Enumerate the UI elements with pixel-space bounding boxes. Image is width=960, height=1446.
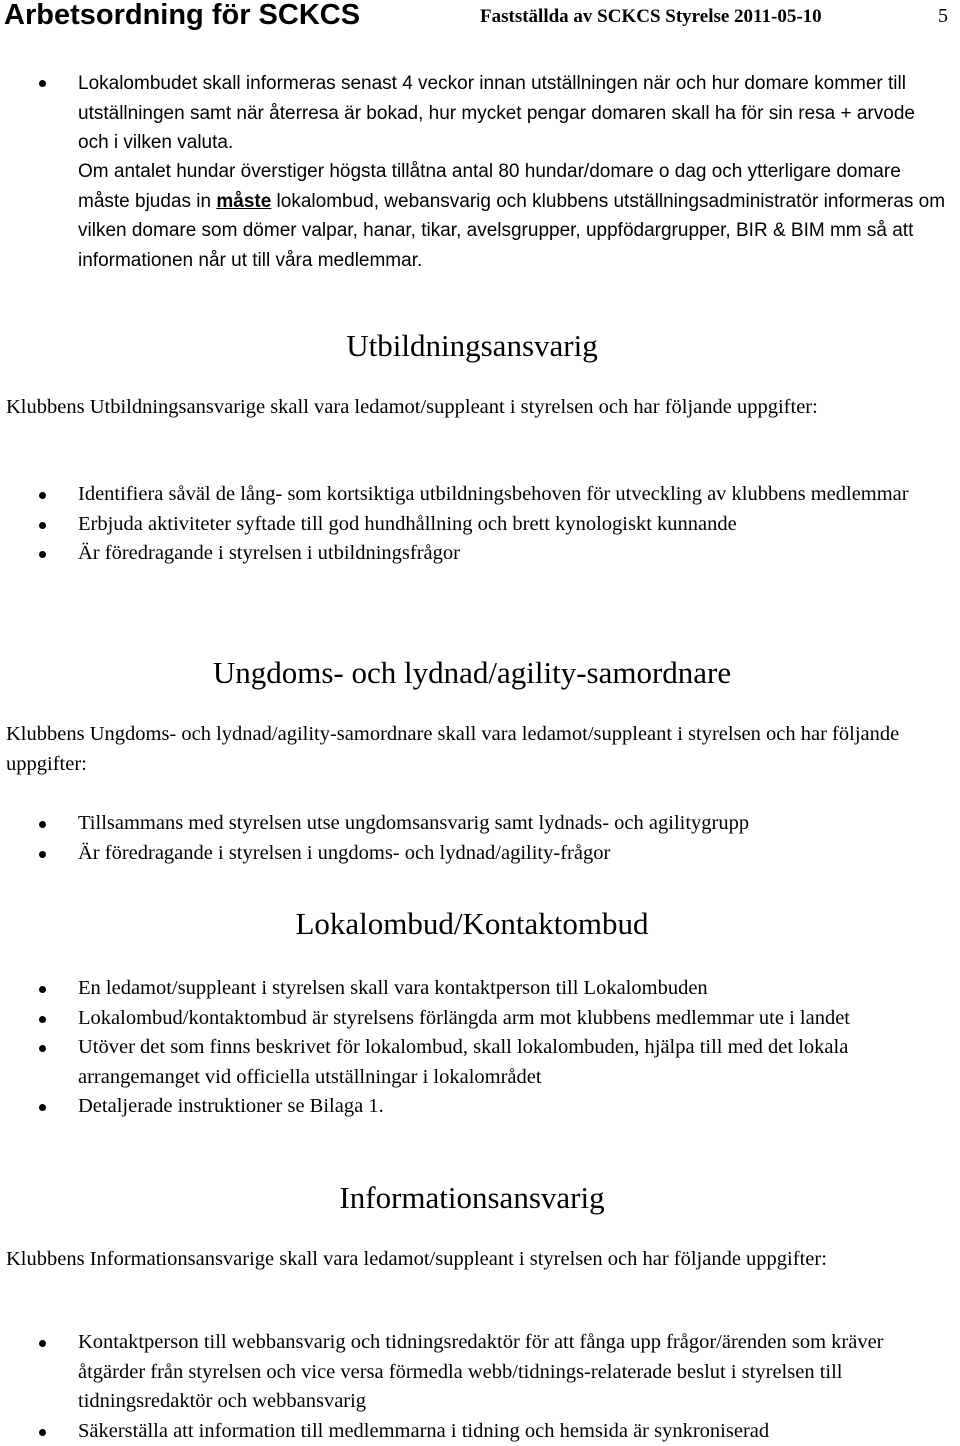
list-item-text: Utöver det som finns beskrivet för lokalombud, skall lokalombuden, hjälpa till med det lokala arrangemanget vid officiella utställningar i lokalområdet bbox=[78, 1036, 848, 1088]
document-title: Arbetsordning för SCKCS bbox=[4, 0, 360, 33]
list-item bbox=[0, 1033, 950, 1092]
judges-paragraph-text-start: Om antalet hundar överstiger högsta tillåtna antal 80 hundar/domare o dag och ytterligare domare måste bjudas in bbox=[78, 161, 901, 212]
judges-paragraph-text-end: lokalombud, webansvarig och klubbens utställningsadministratör informeras om vilken domare som dömer valpar, hanar, tikar, avelsgrupper, uppfödargrupper, BIR & BIM mm så att informationen når ut till våra medlemmar. bbox=[78, 191, 945, 271]
list-item bbox=[0, 1328, 950, 1417]
bullet-list-lokalombud bbox=[0, 974, 950, 1122]
bullet-icon bbox=[39, 1429, 46, 1436]
list-item bbox=[0, 69, 950, 158]
section-heading-informationsansvarig: Informationsansvarig bbox=[0, 1180, 944, 1216]
list-item bbox=[0, 510, 950, 540]
bullet-icon bbox=[39, 80, 46, 87]
list-item bbox=[0, 1417, 950, 1446]
list-item bbox=[0, 1092, 950, 1122]
list-item-text: En ledamot/suppleant i styrelsen skall vara kontaktperson till Lokalombuden bbox=[78, 977, 708, 999]
page-number: 5 bbox=[938, 3, 948, 29]
section-heading-utbildningsansvarig: Utbildningsansvarig bbox=[0, 328, 944, 364]
list-item bbox=[0, 539, 950, 569]
section-heading-ungdoms-samordnare: Ungdoms- och lydnad/agility-samordnare bbox=[0, 655, 944, 691]
bullet-icon bbox=[39, 1016, 46, 1023]
bullet-icon bbox=[39, 492, 46, 499]
list-item-text: Är föredragande i styrelsen i utbildningsfrågor bbox=[78, 542, 460, 564]
bullet-icon bbox=[39, 551, 46, 558]
list-item-text: Är föredragande i styrelsen i ungdoms- och lydnad/agility-frågor bbox=[78, 842, 610, 864]
section-heading-lokalombud: Lokalombud/Kontaktombud bbox=[0, 906, 944, 942]
bullet-icon bbox=[39, 821, 46, 828]
list-item-text: Detaljerade instruktioner se Bilaga 1. bbox=[78, 1095, 384, 1117]
list-item-text: Lokalombud/kontaktombud är styrelsens förlängda arm mot klubbens medlemmar ute i landet bbox=[78, 1007, 850, 1029]
document-subtitle: Fastställda av SCKCS Styrelse 2011-05-10 bbox=[480, 5, 822, 29]
list-item bbox=[0, 1004, 950, 1034]
bullet-icon bbox=[39, 851, 46, 858]
list-item-text: Erbjuda aktiviteter syftade till god hundhållning och brett kynologiskt kunnande bbox=[78, 513, 737, 535]
list-item-text: Kontaktperson till webbansvarig och tidningsredaktör för att fånga upp frågor/ärenden som kräver åtgärder från styrelsen och vice versa förmedla webb/tidnings-relaterade beslut i styrelsen till tidningsredaktör och webbansvarig bbox=[78, 1331, 884, 1412]
bullet-icon bbox=[39, 986, 46, 993]
list-item bbox=[0, 480, 950, 510]
list-item bbox=[0, 809, 950, 839]
list-item-text: Säkerställa att information till medlemmarna i tidning och hemsida är synkroniserad bbox=[78, 1420, 769, 1442]
list-item bbox=[0, 839, 950, 869]
section-intro-ungdoms-samordnare: Klubbens Ungdoms- och lydnad/agility-samordnare skall vara ledamot/suppleant i styrelsen och har följande uppgifter: bbox=[6, 720, 946, 779]
bullet-list-ungdoms-samordnare bbox=[0, 809, 950, 868]
section-intro-informationsansvarig: Klubbens Informationsansvarige skall vara ledamot/suppleant i styrelsen och har följande uppgifter: bbox=[6, 1245, 946, 1275]
bullet-icon bbox=[39, 522, 46, 529]
list-item-text: Tillsammans med styrelsen utse ungdomsansvarig samt lydnads- och agilitygrupp bbox=[78, 812, 749, 834]
bullet-list-informationsansvarig bbox=[0, 1328, 950, 1446]
section-intro-utbildningsansvarig: Klubbens Utbildningsansvarige skall vara ledamot/suppleant i styrelsen och har följande uppgifter: bbox=[6, 393, 946, 423]
judges-paragraph bbox=[78, 157, 950, 275]
bullet-icon bbox=[39, 1340, 46, 1347]
bullet-icon bbox=[39, 1104, 46, 1111]
top-bullet-list bbox=[0, 69, 950, 158]
list-item bbox=[0, 974, 950, 1004]
list-item-text: Identifiera såväl de lång- som kortsiktiga utbildningsbehoven för utveckling av klubbens medlemmar bbox=[78, 483, 909, 505]
bullet-icon bbox=[39, 1045, 46, 1052]
list-item-text: Lokalombudet skall informeras senast 4 veckor innan utställningen när och hur domare kommer till utställningen samt när återresa är bokad, hur mycket pengar domaren skall ha för sin resa + arvode och i vilken valuta. bbox=[78, 73, 915, 153]
judges-paragraph-emphasis: måste bbox=[216, 191, 271, 212]
bullet-list-utbildningsansvarig bbox=[0, 480, 950, 569]
